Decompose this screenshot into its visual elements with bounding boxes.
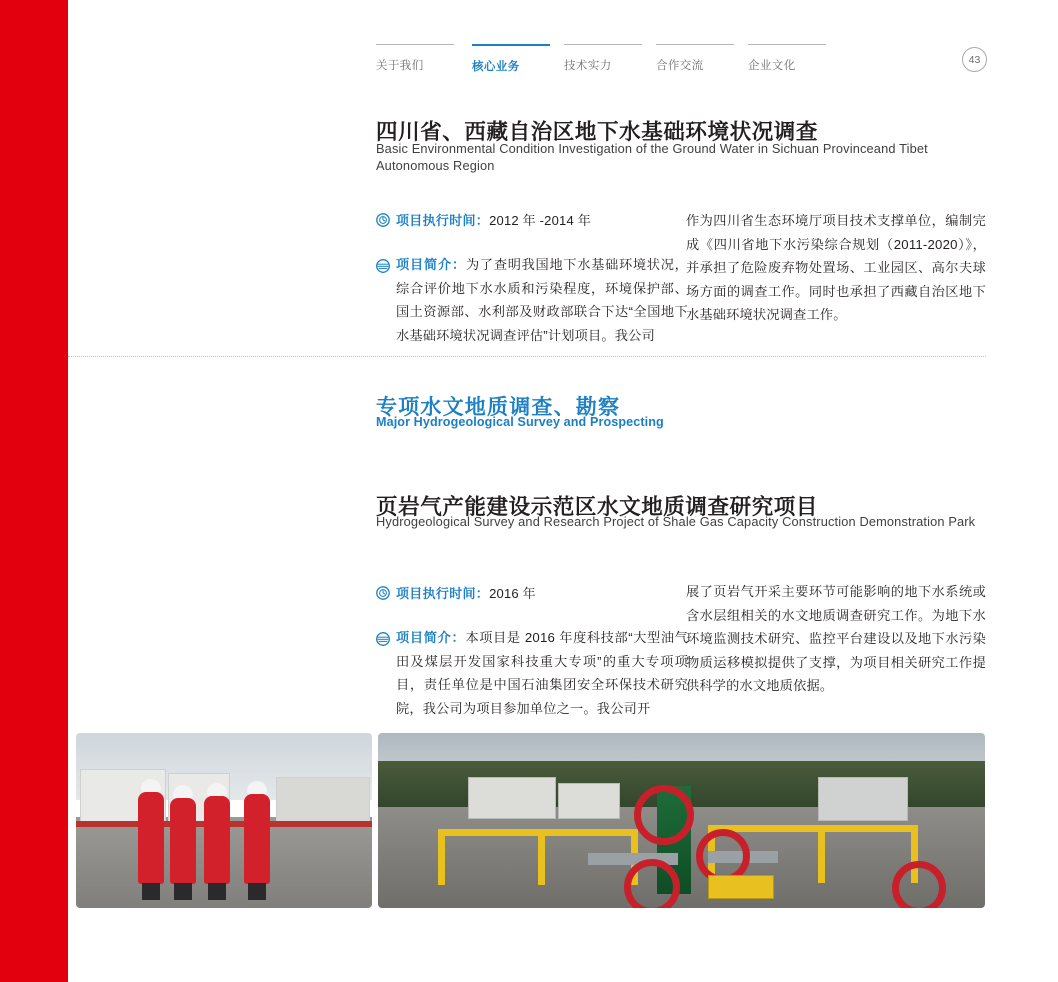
photo2-sign-plate <box>708 875 774 899</box>
project-1-time-value: 2012 年 -2014 年 <box>489 213 591 228</box>
gas-wellhead-photo <box>378 733 985 908</box>
project-1-intro-label: 项目简介： <box>396 257 467 272</box>
project-2-time-row <box>376 582 536 607</box>
nav-item-technology[interactable]: 技术实力 <box>564 44 642 73</box>
clock-icon <box>376 584 390 607</box>
project-1-time-label: 项目执行时间： <box>396 213 490 228</box>
project-1-intro-right: 作为四川省生态环境厅项目技术支撑单位，编制完成《四川省地下水污染综合规划（2011-2020）》，并承担了危险废弃物处置场、工业园区、高尔夫球场方面的调查工作。同时也承担了西藏自治区地下水基础环境状况调查工作。 <box>686 213 986 322</box>
section-title-en: Major Hydrogeological Survey and Prospecting <box>376 415 664 429</box>
project-2-intro-right: 展了页岩气开采主要环节可能影响的地下水系统或含水层组相关的水文地质调查研究工作。为地下水环境监测技术研究、监控平台建设以及地下水污染物质运移模拟提供了支撑，为项目相关研究工作提供科学的水文地质依据。 <box>686 584 986 693</box>
photo-worker-4 <box>244 794 270 884</box>
photo-worker-2 <box>170 798 196 884</box>
photo2-railing-right <box>708 825 918 832</box>
project-2-intro-left-text: 本项目是 2016 年度科技部“大型油气田及煤层开发国家科技重大专项”的重大专项项目，责任单位是中国石油集团安全环保技术研究院，我公司为项目参加单位之一。我公司开 <box>396 630 688 716</box>
project-2-intro-label: 项目简介： <box>396 630 466 645</box>
book-icon <box>376 257 390 280</box>
project-1-title-en: Basic Environmental Condition Investigation of the Ground Water in Sichuan Provinceand Tibet Autonomous Region <box>376 141 928 173</box>
photo2-railing-post-2 <box>538 829 545 885</box>
nav-item-culture[interactable]: 企业文化 <box>748 44 826 73</box>
photo2-valve-wheel-far-right <box>892 861 946 908</box>
book-icon <box>376 630 390 653</box>
left-red-sidebar <box>0 0 68 982</box>
project-2-intro-icon-wrap <box>376 628 391 653</box>
top-nav <box>376 44 996 78</box>
section-divider <box>68 356 986 357</box>
photo-worker-1 <box>138 792 164 884</box>
project-1-time-row <box>376 209 591 234</box>
project-2-intro-left <box>396 626 688 720</box>
page-number: 43 <box>962 47 987 72</box>
photo2-valve-wheel-lower <box>624 859 680 908</box>
photo-worker-3 <box>204 796 230 884</box>
project-1-title-cn: 四川省、西藏自治区地下水基础环境状况调查 <box>376 120 819 144</box>
photo2-container-c <box>818 777 908 821</box>
page-content <box>68 0 1058 982</box>
section-title-cn: 专项水文地质调查、勘察 <box>376 396 621 419</box>
project-2-title-cn: 页岩气产能建设示范区水文地质调查研究项目 <box>376 495 819 519</box>
project-2-title-en: Hydrogeological Survey and Research Project of Shale Gas Capacity Construction Demonstration Park <box>376 514 976 529</box>
project-2-time-value: 2016 年 <box>489 586 536 601</box>
photo-building-right <box>276 777 370 823</box>
photo2-railing-post-1 <box>438 829 445 885</box>
clock-icon <box>376 211 390 234</box>
nav-item-about[interactable]: 关于我们 <box>376 44 454 73</box>
photo2-container-b <box>558 783 620 819</box>
project-1-intro-icon-wrap <box>376 255 391 280</box>
nav-item-cooperation[interactable]: 合作交流 <box>656 44 734 73</box>
project-2-time-label: 项目执行时间： <box>396 586 490 601</box>
photo2-railing-post-5 <box>818 825 825 883</box>
nav-item-core-business[interactable]: 核心业务 <box>472 44 550 74</box>
photo2-container-a <box>468 777 556 819</box>
project-1-intro-left-text: 为了查明我国地下水基础环境状况，综合评价地下水水质和污染程度，环境保护部、国土资源部、水利部及财政部联合下达“全国地下水基础环境状况调查评估”计划项目。我公司 <box>396 257 688 343</box>
photo2-valve-wheel-top <box>634 785 694 845</box>
field-team-photo <box>76 733 372 908</box>
project-1-intro-left <box>396 253 688 347</box>
